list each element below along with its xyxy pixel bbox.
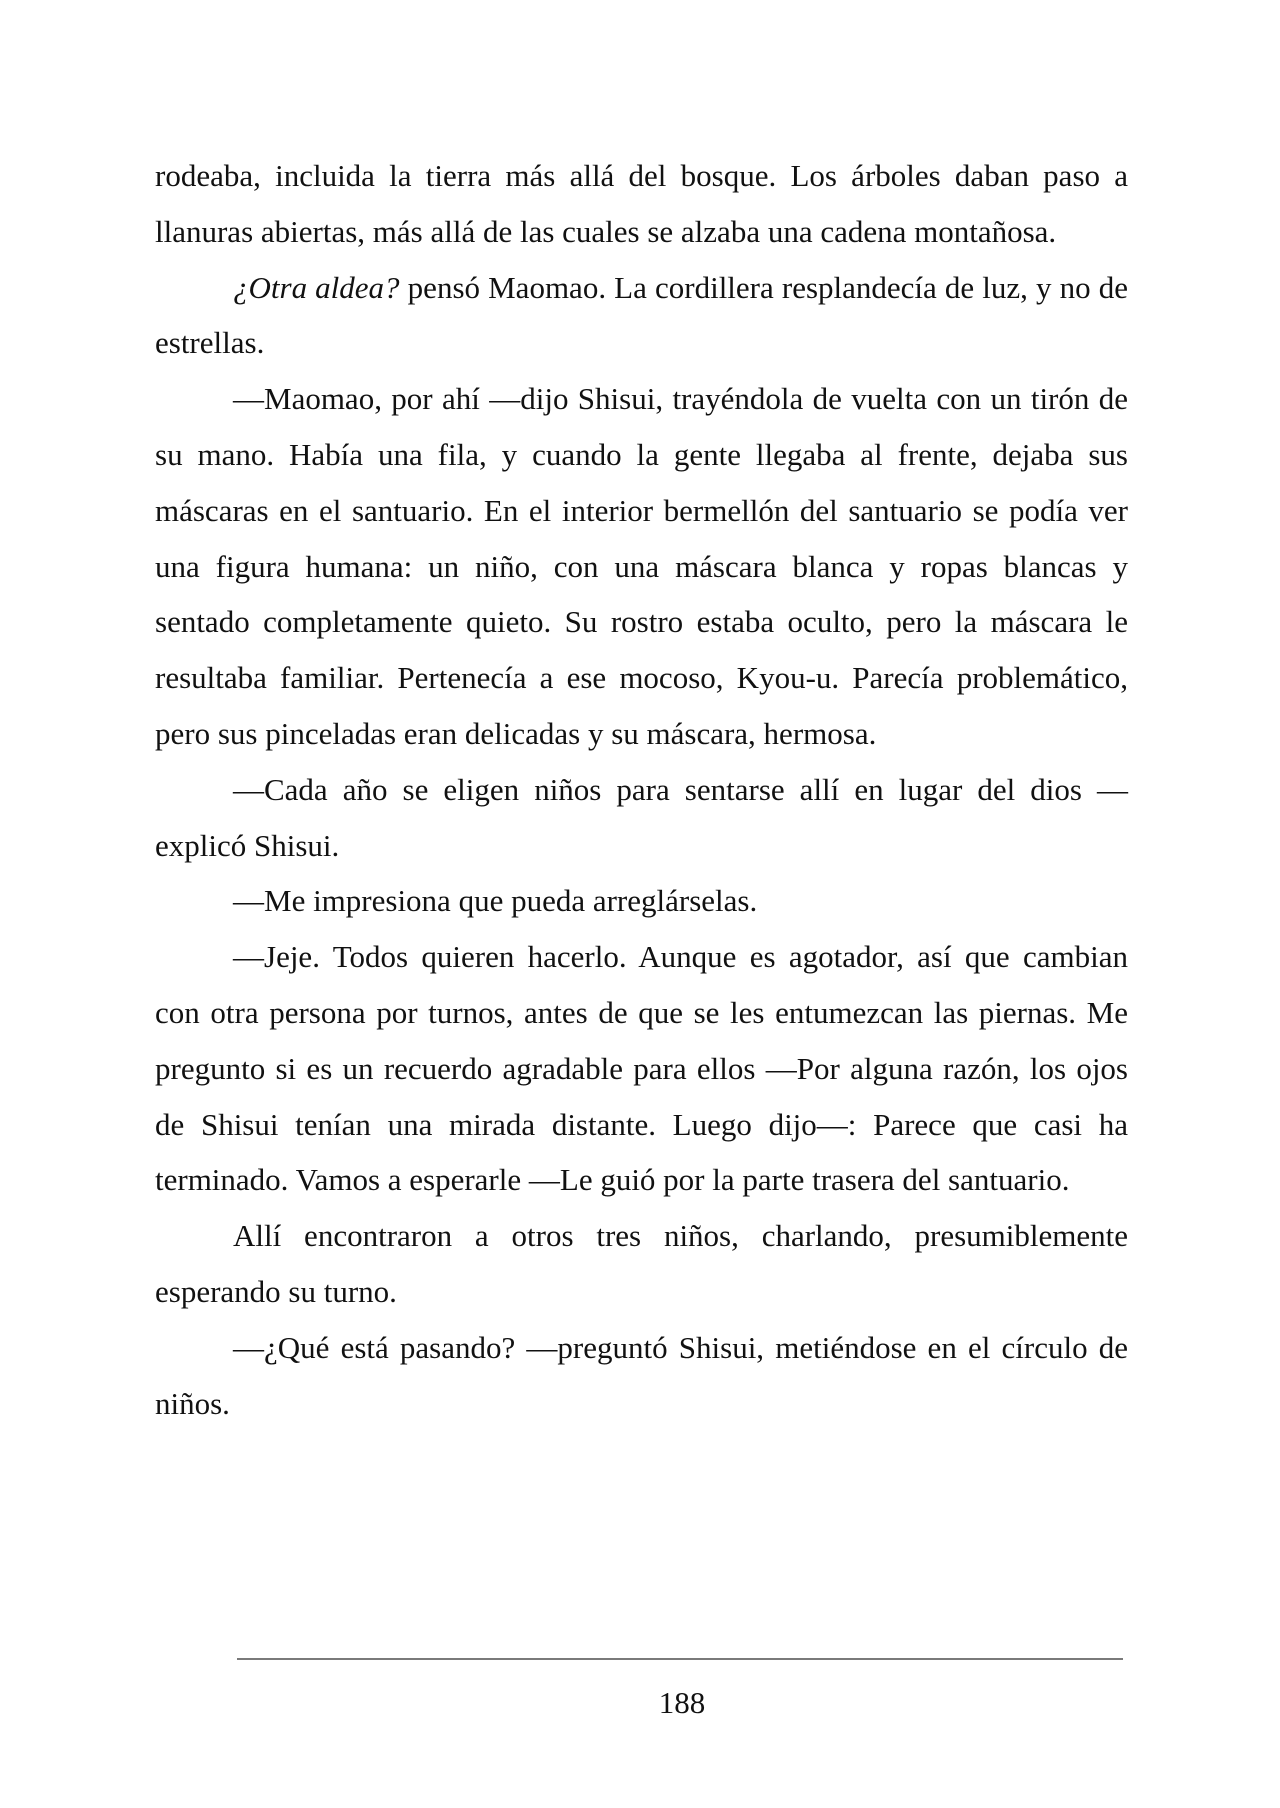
paragraph-text: Allí encontraron a otros tres niños, charlando, presumiblemente esperando su turno. xyxy=(155,1218,1128,1309)
paragraph xyxy=(155,148,1128,260)
paragraph-text: pensó Maomao. La cordillera resplandecía de luz, y no de estrellas. xyxy=(155,269,1129,361)
page-body xyxy=(155,148,1128,1431)
page-number: 188 xyxy=(658,1685,706,1720)
paragraph-text: —Maomao, por ahí —dijo Shisui, trayéndola de vuelta con un tirón de su mano. Había una fila, y cuando la gente llegaba al frente, dejaba sus máscaras en el santuario. En el interior bermellón del santuario se podía ver una figura humana: un niño, con una máscara blanca y ropas blancas y sentado completamente quieto. Su rostro estaba oculto, pero la máscara le resultaba familiar. Pertenecía a ese mocoso, Kyou-u. Parecía problemático, pero sus pinceladas eran delicadas y su máscara, hermosa. xyxy=(155,381,1128,751)
paragraph-text: rodeaba, incluida la tierra más allá del bosque. Los árboles daban paso a llanuras abiertas, más allá de las cuales se alzaba una cadena montañosa. xyxy=(155,158,1128,249)
paragraph-text: —Jeje. Todos quieren hacerlo. Aunque es agotador, así que cambian con otra persona por turnos, antes de que se les entumezcan las piernas. Me pregunto si es un recuerdo agradable para ellos —Por alguna razón, los ojos de Shisui tenían una mirada distante. Luego dijo—: Parece que casi ha terminado. Vamos a esperarle —Le guió por la parte trasera del santuario. xyxy=(155,939,1128,1198)
paragraph xyxy=(155,1208,1128,1320)
paragraph-text: —Me impresiona que pueda arreglárselas. xyxy=(233,883,758,919)
paragraph-text: —¿Qué está pasando? —preguntó Shisui, metiéndose en el círculo de niños. xyxy=(155,1329,1128,1421)
paragraph xyxy=(155,873,1128,929)
paragraph xyxy=(155,1320,1128,1432)
paragraph xyxy=(155,929,1128,1208)
paragraph xyxy=(155,260,1128,372)
footer-divider xyxy=(237,1658,1123,1660)
paragraph xyxy=(155,371,1128,762)
italic-thought: ¿Otra aldea? xyxy=(233,269,400,305)
paragraph-text: —Cada año se eligen niños para sentarse allí en lugar del dios —explicó Shisui. xyxy=(155,771,1128,863)
paragraph xyxy=(155,762,1128,874)
